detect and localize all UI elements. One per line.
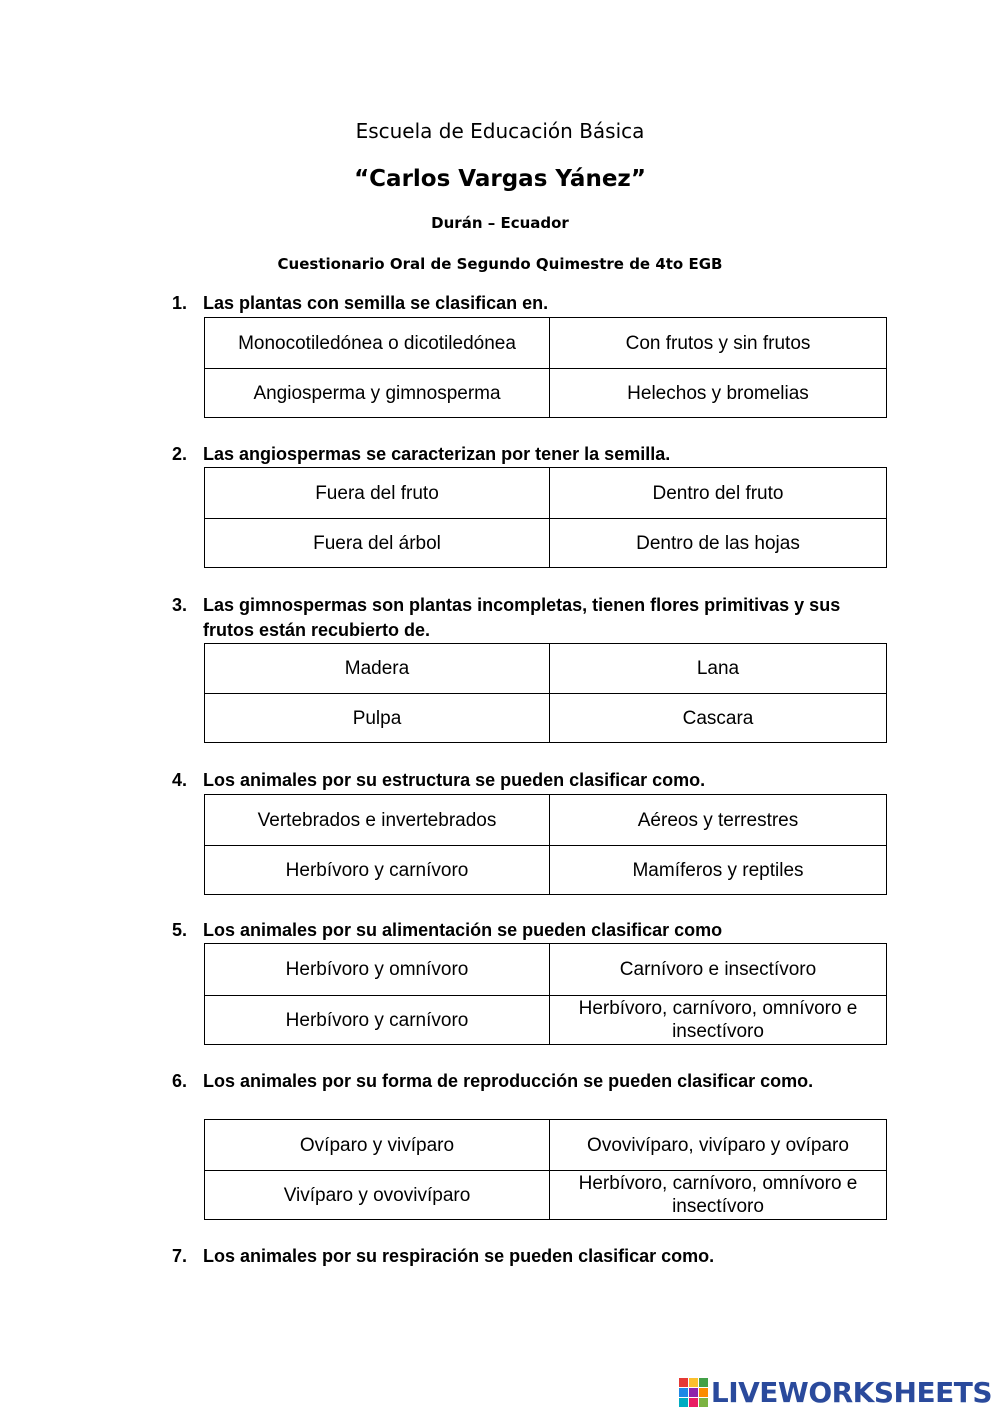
question-text: Las plantas con semilla se clasifican en. — [203, 293, 549, 313]
question-4 — [172, 768, 892, 793]
option-cell[interactable]: Monocotiledónea o dicotiledónea — [205, 318, 550, 369]
liveworksheets-logo — [679, 1374, 992, 1410]
option-cell[interactable]: Ovíparo y vivíparo — [205, 1120, 550, 1171]
question-text: Las angiospermas se caracterizan por tener la semilla. — [203, 444, 671, 464]
question-number: 7. — [172, 1246, 188, 1266]
question-7 — [172, 1244, 892, 1269]
option-cell[interactable]: Herbívoro, carnívoro, omnívoro e insectívoro — [550, 996, 887, 1045]
city-heading: Durán – Ecuador — [431, 214, 569, 232]
option-cell[interactable]: Cascara — [550, 694, 887, 743]
question-text: Los animales por su forma de reproducción se pueden clasificar como. — [203, 1071, 814, 1091]
option-cell[interactable]: Ovovivíparo, vivíparo y ovíparo — [550, 1120, 887, 1171]
logo-text: LIVEWORKSHEETS — [710, 1375, 992, 1409]
question-number: 6. — [172, 1071, 188, 1091]
options-table-4 — [204, 794, 887, 895]
option-cell[interactable]: Dentro del fruto — [550, 468, 887, 519]
option-cell[interactable]: Aéreos y terrestres — [550, 795, 887, 846]
question-text: Las gimnospermas son plantas incompletas, tienen flores primitivas y sus frutos están recubierto de. — [203, 595, 841, 640]
option-cell[interactable]: Angiosperma y gimnosperma — [205, 369, 550, 418]
question-number: 3. — [172, 595, 188, 615]
question-3 — [172, 593, 892, 643]
question-number: 2. — [172, 444, 188, 464]
options-table-1 — [204, 317, 887, 418]
option-cell[interactable]: Vertebrados e invertebrados — [205, 795, 550, 846]
option-cell[interactable]: Mamíferos y reptiles — [550, 846, 887, 895]
question-number: 1. — [172, 293, 188, 313]
liveworksheets-logo-icon — [679, 1378, 708, 1407]
option-cell[interactable]: Herbívoro y carnívoro — [205, 996, 550, 1045]
options-table-2 — [204, 467, 887, 568]
question-number: 4. — [172, 770, 188, 790]
option-cell[interactable]: Helechos y bromelias — [550, 369, 887, 418]
options-table-3 — [204, 643, 887, 743]
school-name: “Carlos Vargas Yánez” — [354, 166, 646, 192]
option-cell[interactable]: Pulpa — [205, 694, 550, 743]
question-text: Los animales por su alimentación se pueden clasificar como — [203, 920, 723, 940]
question-2 — [172, 442, 892, 467]
option-cell[interactable]: Carnívoro e insectívoro — [550, 944, 887, 996]
options-table-5 — [204, 943, 887, 1045]
question-text: Los animales por su respiración se pueden clasificar como. — [203, 1246, 715, 1266]
question-text: Los animales por su estructura se pueden clasificar como. — [203, 770, 706, 790]
question-6 — [172, 1069, 892, 1094]
option-cell[interactable]: Fuera del árbol — [205, 519, 550, 568]
option-cell[interactable]: Dentro de las hojas — [550, 519, 887, 568]
option-cell[interactable]: Lana — [550, 644, 887, 694]
option-cell[interactable]: Fuera del fruto — [205, 468, 550, 519]
option-cell[interactable]: Madera — [205, 644, 550, 694]
option-cell[interactable]: Herbívoro y omnívoro — [205, 944, 550, 996]
options-table-6 — [204, 1119, 887, 1220]
option-cell[interactable]: Vivíparo y ovovivíparo — [205, 1171, 550, 1220]
question-number: 5. — [172, 920, 188, 940]
option-cell[interactable]: Herbívoro, carnívoro, omnívoro e insectívoro — [550, 1171, 887, 1220]
question-1 — [172, 291, 892, 316]
option-cell[interactable]: Herbívoro y carnívoro — [205, 846, 550, 895]
quiz-title: Cuestionario Oral de Segundo Quimestre de 4to EGB — [277, 255, 723, 273]
school-heading: Escuela de Educación Básica — [355, 119, 645, 143]
option-cell[interactable]: Con frutos y sin frutos — [550, 318, 887, 369]
question-5 — [172, 918, 892, 943]
